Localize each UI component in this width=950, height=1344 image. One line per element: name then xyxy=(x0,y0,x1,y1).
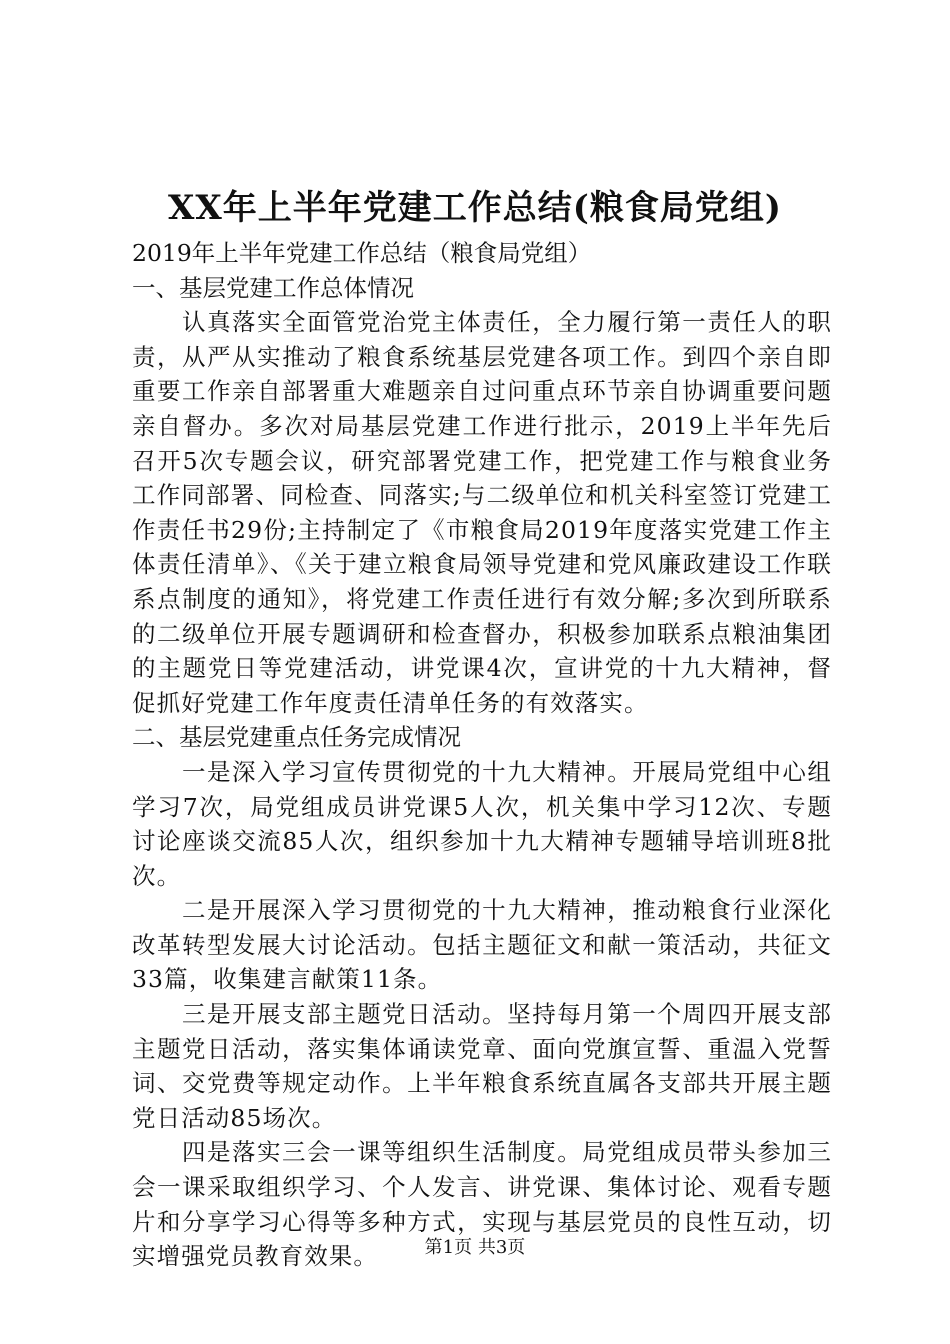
document-body xyxy=(132,236,832,1274)
page-footer: 第1页 共3页 xyxy=(424,1237,526,1258)
document-subtitle: 2019年上半年党建工作总结（粮食局党组） xyxy=(132,239,592,267)
section-heading-2: 二、基层党建重点任务完成情况 xyxy=(132,723,461,752)
paragraph-overview: 认真落实全面管党治党主体责任，全力履行第一责任人的职责，从严从实推动了粮食系统基层党建各项工作。到四个亲自即重要工作亲自部署重大难题亲自过问重点环节亲自协调重要问题亲自督办。多次对局基层党建工作进行批示，2019上半年先后召开5次专题会议，研究部署党建工作，把党建工作与粮食业务工作同部署、同检查、同落实;与二级单位和机关科室签订党建工作责任书29份;主持制定了《市粮食局2019年度落实党建工作主体责任清单》、《关于建立粮食局领导党建和党风廉政建设工作联系点制度的通知》，将党建工作责任进行有效分解;多次到所联系的二级单位开展专题调研和检查督办，积极参加联系点粮油集团的主题党日等党建活动，讲党课4次，宣讲党的十九大精神，督促抓好党建工作年度责任清单任务的有效落实。 xyxy=(132,308,832,717)
paragraph-task-4: 四是落实三会一课等组织生活制度。局党组成员带头参加三会一课采取组织学习、个人发言、讲党课、集体讨论、观看专题片和分享学习心得等多种方式，实现与基层党员的良性互动，切实增强党员教育效果。 xyxy=(132,1138,832,1271)
paragraph-task-2: 二是开展深入学习贯彻党的十九大精神，推动粮食行业深化改革转型发展大讨论活动。包括主题征文和献一策活动，共征文33篇，收集建言献策11条。 xyxy=(132,896,832,994)
paragraph-task-1: 一是深入学习宣传贯彻党的十九大精神。开展局党组中心组学习7次，局党组成员讲党课5人次，机关集中学习12次、专题讨论座谈交流85人次，组织参加十九大精神专题辅导培训班8批次。 xyxy=(132,757,832,890)
document-title: XX年上半年党建工作总结(粮食局党组) xyxy=(168,188,782,228)
paragraph-task-3: 三是开展支部主题党日活动。坚持每月第一个周四开展支部主题党日活动，落实集体诵读党章、面向党旗宣誓、重温入党誓词、交党费等规定动作。上半年粮食系统直属各支部共开展主题党日活动85场次。 xyxy=(132,1000,832,1132)
section-heading-1: 一、基层党建工作总体情况 xyxy=(132,273,414,302)
